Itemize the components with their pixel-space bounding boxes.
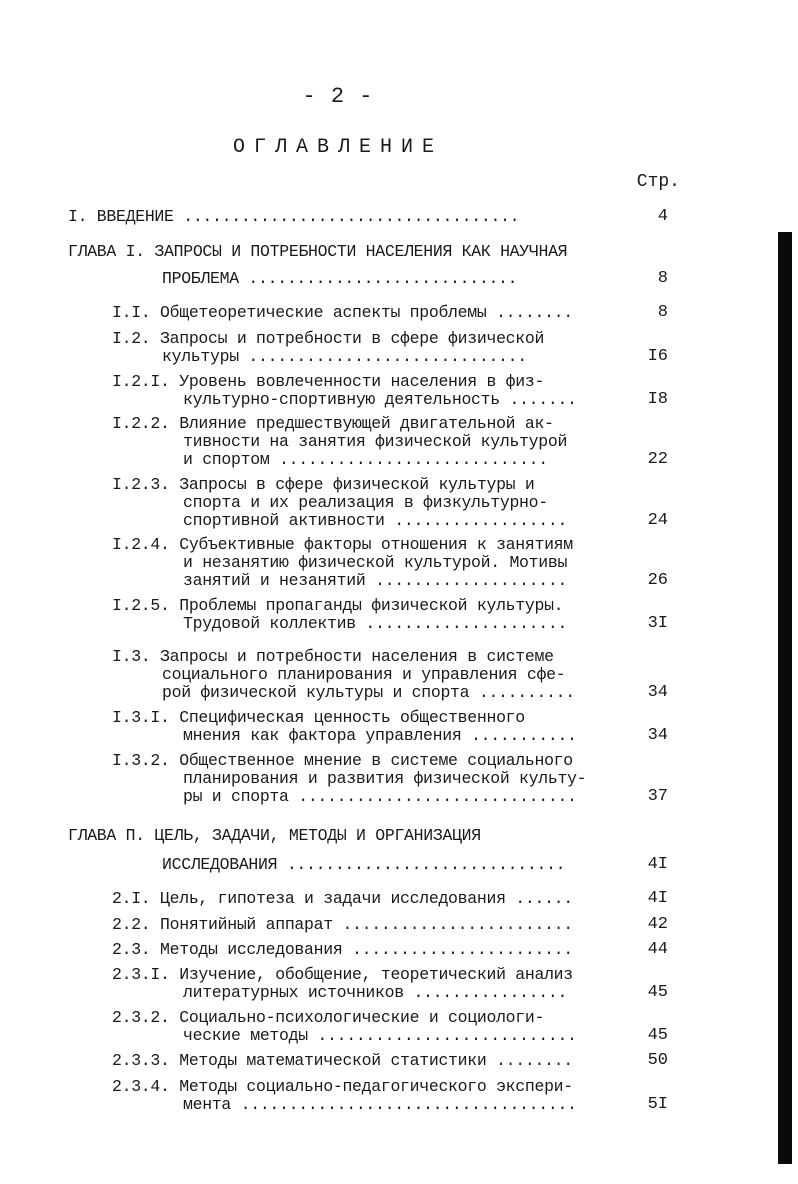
toc-entry-text: мнения как фактора управления ...........	[183, 726, 577, 745]
toc-entry-text: ПРОБЛЕМА ............................	[162, 269, 518, 288]
scan-edge-shadow	[778, 232, 792, 1164]
toc-entry-text: и спортом ............................	[183, 450, 548, 469]
toc-entry-page: 50	[647, 1051, 668, 1070]
toc-entry-text: I. ВВЕДЕНИЕ ...................................	[68, 207, 520, 226]
toc-entry-text: мента ...................................	[183, 1095, 577, 1114]
toc-entry-text: ГЛАВА П. ЦЕЛЬ, ЗАДАЧИ, МЕТОДЫ И ОРГАНИЗАЦИЯ	[68, 826, 481, 845]
toc-entry-page: 24	[647, 511, 668, 530]
toc-entry-text: I.3.2. Общественное мнение в системе социального	[112, 751, 573, 770]
toc-entry-text: культуры .............................	[162, 347, 527, 366]
toc-entry-text: 2.3.4. Методы социально-педагогического экспери-	[112, 1077, 573, 1096]
toc-entry-page: 26	[647, 571, 668, 590]
toc-entry-text: I.2. Запросы и потребности в сфере физической	[112, 329, 545, 348]
toc-entry-page: 45	[647, 983, 668, 1002]
toc-entry-page: 44	[647, 940, 668, 959]
toc-entry-text: занятий и незанятий ....................	[183, 571, 568, 590]
toc-entry-page: 8	[657, 303, 668, 322]
toc-entry-text: 2.3. Методы исследования .......................	[112, 940, 573, 959]
toc-entry-text: I.2.3. Запросы в сфере физической культуры и	[112, 475, 535, 494]
toc-entry-text: Трудовой коллектив .....................	[183, 614, 568, 633]
toc-entry-text: I.3.I. Специфическая ценность общественного	[112, 708, 525, 727]
toc-entry-text: и незанятию физической культурой. Мотивы	[183, 553, 568, 572]
toc-entry-text: I.2.2. Влияние предшествующей двигательной ак-	[112, 414, 554, 433]
toc-entry-text: планирования и развития физической культу-	[183, 769, 587, 788]
toc-entry-page: 34	[647, 683, 668, 702]
toc-entry-text: I.2.4. Субъективные факторы отношения к занятиям	[112, 535, 573, 554]
toc-entry-text: социального планирования и управления сфе-	[162, 665, 566, 684]
toc-entry-text: культурно-спортивную деятельность .......	[183, 390, 577, 409]
toc-entry-page: 4I	[647, 889, 668, 908]
toc-entry-page: 34	[647, 726, 668, 745]
toc-entry-text: I.I. Общетеоретические аспекты проблемы ........	[112, 303, 573, 322]
toc-entry-text: 2.3.3. Методы математической статистики ........	[112, 1051, 573, 1070]
page-column-label: Стр.	[636, 172, 680, 192]
toc-entry-text: ИССЛЕДОВАНИЯ .............................	[162, 855, 566, 874]
toc-entry-text: 2.3.I. Изучение, обобщение, теоретический анализ	[112, 965, 573, 984]
toc-entry-text: спорта и их реализация в физкультурно-	[183, 493, 548, 512]
toc-entry-text: ческие методы ...........................	[183, 1026, 577, 1045]
toc-entry-text: 2.3.2. Социально-психологические и социологи-	[112, 1008, 545, 1027]
toc-entry-text: I.3. Запросы и потребности населения в системе	[112, 647, 554, 666]
page-number: - 2 -	[302, 84, 374, 109]
toc-entry-text: 2.I. Цель, гипотеза и задачи исследования ......	[112, 889, 573, 908]
toc-entry-text: I.2.I. Уровень вовлеченности населения в физ-	[112, 372, 545, 391]
toc-entry-text: 2.2. Понятийный аппарат ........................	[112, 915, 573, 934]
toc-entry-text: тивности на занятия физической культурой	[183, 432, 568, 451]
toc-entry-page: 42	[647, 915, 668, 934]
toc-entry-text: спортивной активности ..................	[183, 511, 568, 530]
toc-entry-text: ГЛАВА I. ЗАПРОСЫ И ПОТРЕБНОСТИ НАСЕЛЕНИЯ КАК НАУЧНАЯ	[68, 242, 568, 261]
toc-entry-text: литературных источников ................	[183, 983, 568, 1002]
toc-entry-page: I6	[647, 347, 668, 366]
toc-entry-page: 4	[657, 207, 668, 226]
toc-entry-text: рой физической культуры и спорта ..........	[162, 683, 575, 702]
toc-entry-page: 45	[647, 1026, 668, 1045]
toc-entry-page: 4I	[647, 855, 668, 874]
toc-entry-page: I8	[647, 390, 668, 409]
toc-entry-page: 5I	[647, 1095, 668, 1114]
toc-title: ОГЛАВЛЕНИЕ	[232, 136, 444, 159]
toc-entry-page: 3I	[647, 614, 668, 633]
toc-entry-page: 8	[657, 269, 668, 288]
toc-entry-text: ры и спорта .............................	[183, 787, 577, 806]
toc-entry-text: I.2.5. Проблемы пропаганды физической культуры.	[112, 596, 564, 615]
toc-entry-page: 37	[647, 787, 668, 806]
toc-entry-page: 22	[647, 450, 668, 469]
